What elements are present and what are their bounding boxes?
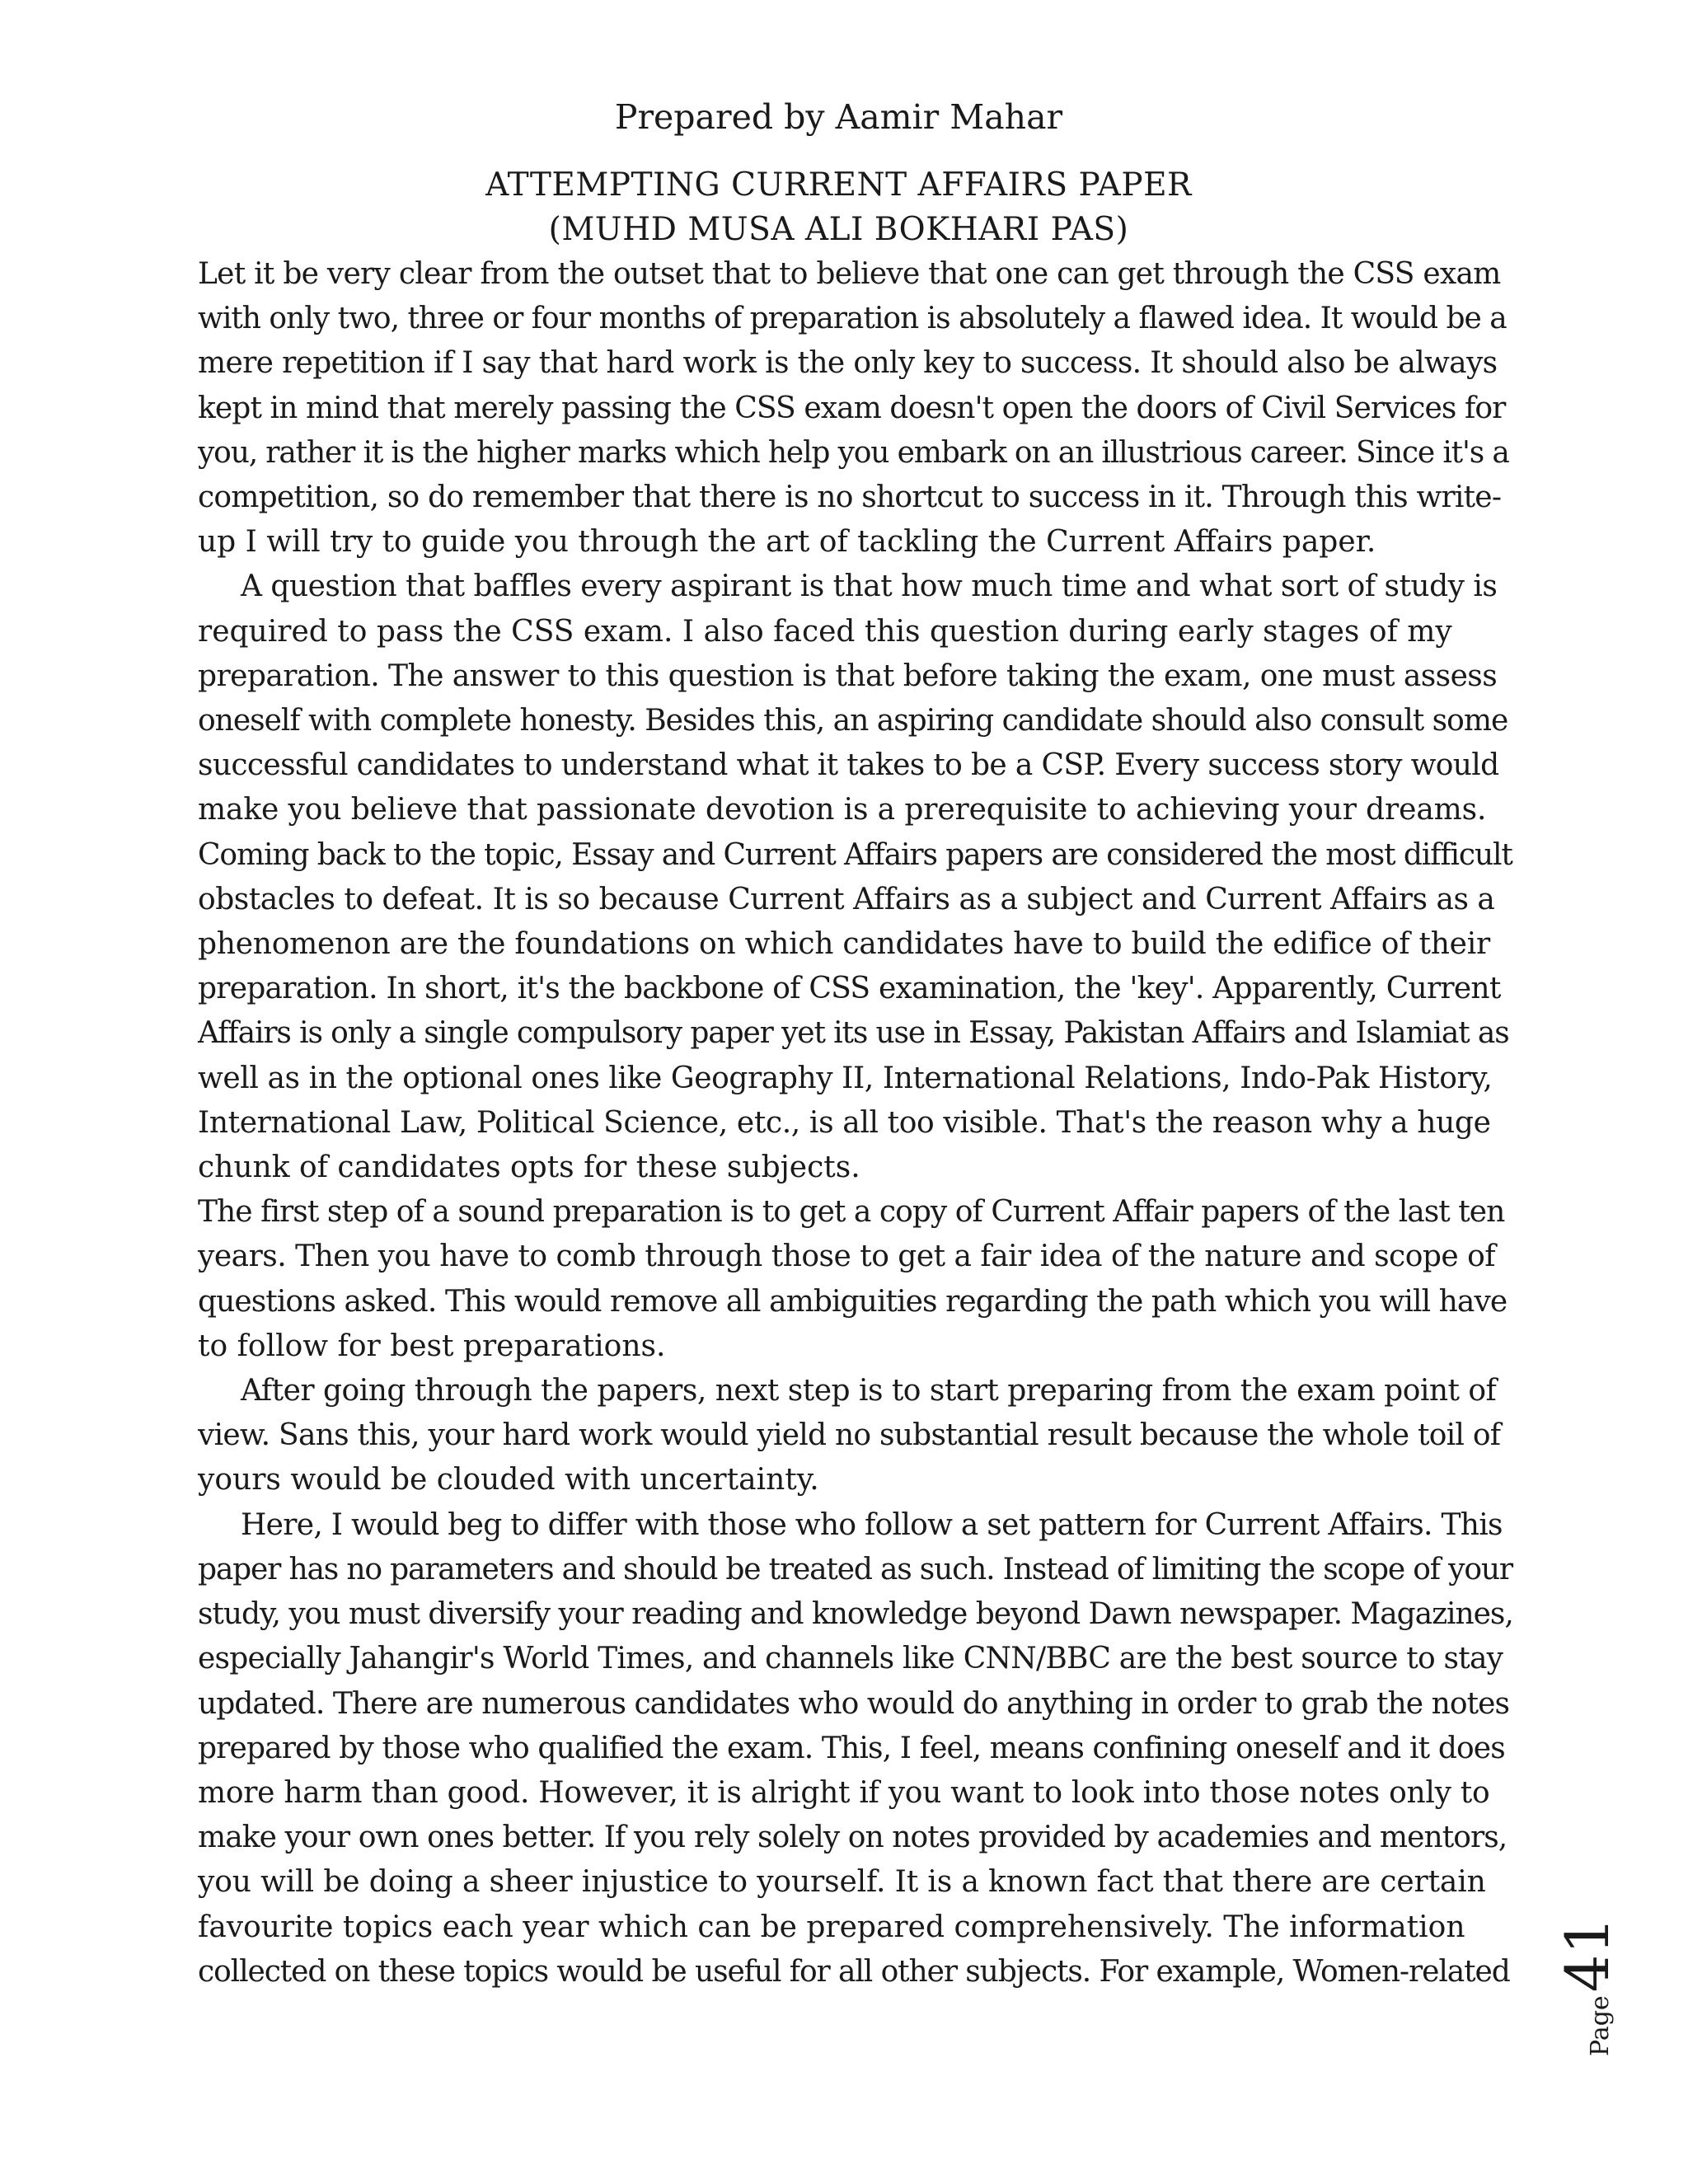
text-line: paper has no parameters and should be treated as such. Instead of limiting the scope of your [198, 1552, 1512, 1586]
paragraph-5 [198, 1503, 1513, 1994]
text-line: Here, I would beg to differ with those who follow a set pattern for Current Affairs. This [241, 1507, 1503, 1542]
text-line: chunk of candidates opts for these subjects. [198, 1151, 860, 1185]
text-line: Coming back to the topic, Essay and Current Affairs papers are considered the most difficult [198, 837, 1512, 872]
text-line: especially Jahangir's World Times, and channels like CNN/BBC are the best source to stay [198, 1642, 1503, 1676]
text-line: successful candidates to understand what it takes to be a CSP. Every success story would [198, 748, 1499, 783]
text-line: updated. There are numerous candidates who would do anything in order to grab the notes [198, 1686, 1509, 1721]
text-line: to follow for best preparations. [198, 1329, 666, 1363]
article-title [198, 163, 1479, 252]
text-line: preparation. The answer to this question is that before taking the exam, one must assess [198, 658, 1498, 693]
text-line: years. Then you have to comb through those to get a fair idea of the nature and scope of [198, 1240, 1496, 1274]
text-line: well as in the optional ones like Geography II, International Relations, Indo-Pak History, [198, 1061, 1493, 1095]
article-body [198, 252, 1513, 1994]
page-number-block [1553, 1916, 1648, 2056]
text-line: make your own ones better. If you rely solely on notes provided by academies and mentors, [198, 1821, 1507, 1855]
text-line: you will be doing a sheer injustice to yourself. It is a known fact that there are certain [198, 1865, 1486, 1900]
text-line: questions asked. This would remove all ambiguities regarding the path which you will have [198, 1284, 1507, 1319]
text-line: make you believe that passionate devotion is a prerequisite to achieving your dreams. [198, 793, 1487, 827]
prepared-by-header: Prepared by Aamir Mahar [614, 97, 1063, 137]
text-line: phenomenon are the foundations on which candidates have to build the edifice of their [198, 927, 1490, 962]
text-line: favourite topics each year which can be prepared comprehensively. The information [198, 1910, 1465, 1944]
text-line: you, rather it is the higher marks which help you embark on an illustrious career. Since it's a [198, 435, 1509, 470]
paragraph-2 [198, 565, 1512, 1190]
text-line: more harm than good. However, it is alright if you want to look into those notes only to [198, 1775, 1490, 1810]
text-line: Let it be very clear from the outset that to believe that one can get through the CSS exam [198, 257, 1501, 291]
text-line: study, you must diversify your reading and knowledge beyond Dawn newspaper. Magazines, [198, 1597, 1513, 1632]
text-line: Affairs is only a single compulsory paper yet its use in Essay, Pakistan Affairs and Islamiat as [198, 1016, 1509, 1051]
text-line: up I will try to guide you through the art of tackling the Current Affairs paper. [198, 525, 1376, 560]
paragraph-3 [198, 1190, 1507, 1369]
text-line: with only two, three or four months of preparation is absolutely a flawed idea. It would be a [198, 302, 1507, 336]
text-line: obstacles to defeat. It is so because Current Affairs as a subject and Current Affairs as a [198, 882, 1495, 916]
page-number: 41 [1553, 1916, 1622, 1993]
page-label: Page [1586, 1995, 1615, 2056]
paragraph-4 [198, 1369, 1501, 1503]
text-line: After going through the papers, next step is to start preparing from the exam point of [241, 1374, 1497, 1408]
text-line: view. Sans this, your hard work would yield no substantial result because the whole toil of [198, 1418, 1501, 1453]
text-line: required to pass the CSS exam. I also faced this question during early stages of my [198, 614, 1452, 649]
text-line: A question that baffles every aspirant is that how much time and what sort of study is [241, 569, 1498, 604]
text-line: kept in mind that merely passing the CSS exam doesn't open the doors of Civil Services for [198, 391, 1506, 425]
text-line: The first step of a sound preparation is to get a copy of Current Affair papers of the last ten [198, 1195, 1505, 1230]
title-line-2: (MUHD MUSA ALI BOKHARI PAS) [548, 211, 1129, 248]
text-line: oneself with complete honesty. Besides this, an aspiring candidate should also consult some [198, 704, 1508, 738]
text-line: prepared by those who qualified the exam. This, I feel, means confining oneself and it does [198, 1731, 1505, 1765]
title-line-1: ATTEMPTING CURRENT AFFAIRS PAPER [485, 166, 1192, 204]
text-line: yours would be clouded with uncertainty. [198, 1463, 819, 1497]
paragraph-1 [198, 252, 1509, 565]
text-line: preparation. In short, it's the backbone of CSS examination, the 'key'. Apparently, Current [198, 972, 1501, 1006]
text-line: competition, so do remember that there is no shortcut to success in it. Through this write- [198, 480, 1502, 515]
text-line: International Law, Political Science, etc., is all too visible. That's the reason why a huge [198, 1105, 1491, 1140]
document-page [198, 92, 1513, 1994]
text-line: mere repetition if I say that hard work is the only key to success. It should also be always [198, 346, 1498, 381]
text-line: collected on these topics would be useful for all other subjects. For example, Women-related [198, 1954, 1510, 1989]
